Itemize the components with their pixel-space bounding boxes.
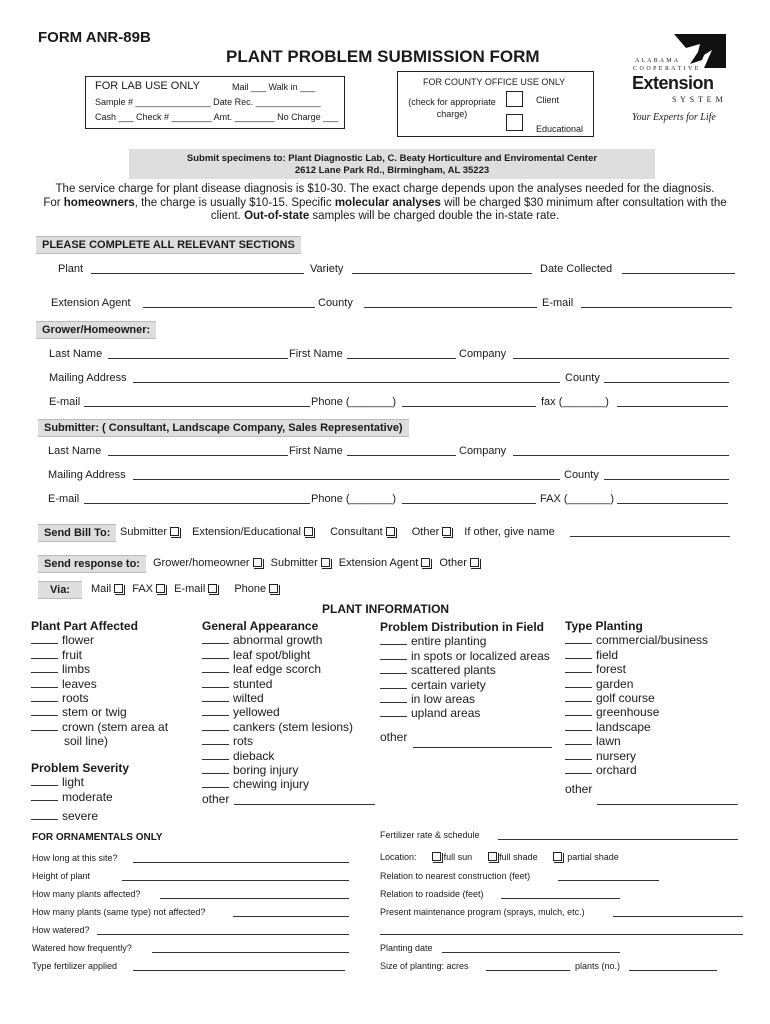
submitter-phone-label[interactable]: Phone (_______) bbox=[311, 493, 397, 505]
checkbox-icon[interactable] bbox=[156, 584, 165, 593]
grower-last-name-label: Last Name bbox=[49, 348, 103, 360]
dist-low[interactable]: in low areas bbox=[380, 692, 550, 706]
lab-sample-line: Sample # _______________ Date Rec. _____________ bbox=[95, 97, 321, 107]
appearance-leafspot[interactable]: leaf spot/blight bbox=[202, 648, 353, 662]
lab-cash-line: Cash ___ Check # ________ Amt. ________ No Charge ___ bbox=[95, 112, 339, 122]
submitter-company-label: Company bbox=[459, 445, 507, 457]
grower-email-field[interactable] bbox=[84, 406, 310, 407]
severity-light[interactable]: light bbox=[31, 775, 129, 789]
submitter-first-name-label: First Name bbox=[289, 445, 343, 457]
submit-to-line2: 2612 Lane Park Rd., Birmingham, AL 35223 bbox=[294, 165, 490, 176]
via-fax-option[interactable]: FAX bbox=[132, 583, 165, 595]
appearance-column bbox=[202, 619, 353, 806]
via-phone-option[interactable]: Phone bbox=[234, 583, 278, 595]
checkbox-icon[interactable] bbox=[269, 584, 278, 593]
orn-construction-field[interactable] bbox=[558, 880, 659, 881]
submitter-mailing-field[interactable] bbox=[133, 479, 560, 480]
plant-part-heading: Plant Part Affected bbox=[31, 619, 138, 633]
submitter-email-label: E-mail bbox=[48, 493, 80, 505]
bill-extension-option[interactable]: Extension/Educational bbox=[192, 526, 313, 538]
send-response-header: Send response to: bbox=[38, 555, 146, 573]
type-planting-column bbox=[565, 619, 708, 797]
variety-field[interactable] bbox=[352, 273, 532, 274]
county-label: County bbox=[318, 297, 353, 309]
severity-column bbox=[31, 761, 129, 824]
type-garden[interactable]: garden bbox=[565, 677, 708, 691]
send-response-options bbox=[153, 557, 479, 569]
grower-mailing-field[interactable] bbox=[133, 382, 560, 383]
orn-not-affected-label: How many plants (same type) not affected? bbox=[32, 907, 206, 917]
response-other-option[interactable]: Other bbox=[439, 557, 479, 569]
grower-first-name-label: First Name bbox=[289, 348, 343, 360]
agent-email-field[interactable] bbox=[581, 307, 732, 308]
appearance-yellowed[interactable]: yellowed bbox=[202, 705, 353, 719]
grower-county-field[interactable] bbox=[604, 382, 729, 383]
via-header: Via: bbox=[38, 581, 82, 599]
checkbox-icon[interactable] bbox=[253, 558, 262, 567]
checkbox-icon[interactable] bbox=[386, 527, 395, 536]
orn-fert-rate-field[interactable] bbox=[498, 839, 738, 840]
date-collected-label: Date Collected bbox=[540, 263, 613, 275]
bill-other-option[interactable]: Other bbox=[412, 526, 452, 538]
severity-severe[interactable]: severe bbox=[31, 809, 129, 823]
charge-line3: client. Out-of-state samples will be charged double the in-state rate. bbox=[210, 210, 560, 222]
type-lawn[interactable]: lawn bbox=[565, 734, 708, 748]
bill-other-name-field[interactable] bbox=[570, 536, 730, 537]
response-submitter-option[interactable]: Submitter bbox=[271, 557, 330, 569]
orn-construction-label: Relation to nearest construction (feet) bbox=[380, 871, 531, 881]
charge-line2: For homeowners, the charge is usually $10-15. Specific molecular analyses will be charged $30 minimum after consultation with the bbox=[43, 196, 727, 209]
bill-if-other-label: If other, give name bbox=[464, 526, 555, 538]
via-mail-option[interactable]: Mail bbox=[91, 583, 123, 595]
submitter-last-name-field[interactable] bbox=[108, 455, 288, 456]
agent-email-label: E-mail bbox=[542, 297, 574, 309]
orn-frequency-field[interactable] bbox=[152, 952, 349, 953]
orn-roadside-label: Relation to roadside (feet) bbox=[380, 889, 484, 899]
via-options bbox=[91, 583, 278, 595]
orn-watered-label: How watered? bbox=[32, 925, 90, 935]
submit-to-banner bbox=[129, 149, 655, 179]
county-use-box bbox=[397, 71, 594, 137]
orn-not-affected-field[interactable] bbox=[233, 916, 349, 917]
dist-other: other bbox=[380, 729, 408, 744]
bill-consultant-option[interactable]: Consultant bbox=[330, 526, 395, 538]
form-title: PLANT PROBLEM SUBMISSION FORM bbox=[226, 47, 540, 66]
part-fruit[interactable]: fruit bbox=[31, 648, 168, 662]
type-planting-heading: Type Planting bbox=[565, 619, 643, 633]
educational-checkbox[interactable] bbox=[506, 114, 523, 131]
grower-phone-label[interactable]: Phone (_______) bbox=[311, 396, 397, 408]
orn-maintenance-label: Present maintenance program (sprays, mulch, etc.) bbox=[380, 907, 585, 917]
grower-company-label: Company bbox=[459, 348, 507, 360]
appearance-wilted[interactable]: wilted bbox=[202, 691, 353, 705]
type-forest[interactable]: forest bbox=[565, 662, 708, 676]
submitter-last-name-label: Last Name bbox=[48, 445, 102, 457]
dist-spots[interactable]: in spots or localized areas bbox=[380, 649, 550, 663]
type-orchard[interactable]: orchard bbox=[565, 763, 708, 777]
part-crown-cont: soil line) bbox=[64, 734, 109, 749]
part-leaves[interactable]: leaves bbox=[31, 677, 168, 691]
checkbox-icon[interactable] bbox=[470, 558, 479, 567]
orn-roadside-field[interactable] bbox=[501, 898, 620, 899]
dist-scattered[interactable]: scattered plants bbox=[380, 663, 550, 677]
part-flower[interactable]: flower bbox=[31, 633, 168, 647]
type-field[interactable]: field bbox=[565, 648, 708, 662]
distribution-column bbox=[380, 620, 550, 744]
orn-planting-date-label: Planting date bbox=[380, 943, 433, 953]
grower-header: Grower/Homeowner: bbox=[36, 321, 156, 339]
plant-field[interactable] bbox=[91, 273, 304, 274]
county-heading: FOR COUNTY OFFICE USE ONLY bbox=[423, 77, 566, 87]
orn-affected-field[interactable] bbox=[160, 898, 349, 899]
client-label: Client bbox=[536, 95, 560, 105]
orn-maintenance-field-2[interactable] bbox=[380, 934, 743, 935]
appearance-dieback[interactable]: dieback bbox=[202, 749, 353, 763]
type-nursery[interactable]: nursery bbox=[565, 749, 708, 763]
grower-fax-label[interactable]: fax (_______) bbox=[541, 396, 609, 408]
client-checkbox[interactable] bbox=[506, 91, 523, 107]
orn-affected-label: How many plants affected? bbox=[32, 889, 141, 899]
submitter-county-field[interactable] bbox=[604, 479, 729, 480]
date-collected-field[interactable] bbox=[622, 273, 735, 274]
appearance-abnormal[interactable]: abnormal growth bbox=[202, 633, 353, 647]
part-roots[interactable]: roots bbox=[31, 691, 168, 705]
dist-variety[interactable]: certain variety bbox=[380, 678, 550, 692]
orn-acres-field[interactable] bbox=[486, 970, 570, 971]
logo-line1: A L A B A M A bbox=[635, 58, 679, 64]
orn-planting-date-field[interactable] bbox=[442, 952, 620, 953]
type-greenhouse[interactable]: greenhouse bbox=[565, 705, 708, 719]
logo-line2: C O O P E R A T I V E bbox=[633, 66, 699, 72]
ornamentals-heading: FOR ORNAMENTALS ONLY bbox=[32, 832, 163, 843]
appearance-rots[interactable]: rots bbox=[202, 734, 353, 748]
appearance-other: other bbox=[202, 791, 230, 806]
orn-fertilizer-label: Type fertilizer applied bbox=[32, 961, 118, 971]
submitter-header: Submitter: ( Consultant, Landscape Company, Sales Representative) bbox=[38, 419, 409, 437]
appearance-chewing[interactable]: chewing injury bbox=[202, 777, 353, 791]
checkbox-icon[interactable] bbox=[432, 852, 441, 861]
orn-fert-rate-label: Fertilizer rate & schedule bbox=[380, 830, 480, 840]
plant-info-heading: PLANT INFORMATION bbox=[322, 602, 450, 616]
extension-logo bbox=[628, 34, 728, 129]
severity-moderate[interactable]: moderate bbox=[31, 790, 129, 804]
variety-label: Variety bbox=[310, 263, 344, 275]
submitter-county-label: County bbox=[564, 469, 599, 481]
checkbox-icon[interactable] bbox=[114, 584, 123, 593]
checkbox-icon[interactable] bbox=[321, 558, 330, 567]
type-golf[interactable]: golf course bbox=[565, 691, 708, 705]
type-other: other bbox=[565, 782, 593, 797]
appearance-cankers[interactable]: cankers (stem lesions) bbox=[202, 720, 353, 734]
charge-line1: The service charge for plant disease diagnosis is $10-30. The exact charge depends upon the analyses needed for the diagnosis. bbox=[55, 183, 715, 195]
orn-frequency-label: Watered how frequently? bbox=[32, 943, 132, 953]
grower-phone-field[interactable] bbox=[402, 406, 536, 407]
orn-plants-no-field[interactable] bbox=[629, 970, 717, 971]
educational-label: Educational bbox=[536, 124, 584, 134]
appearance-other-field[interactable] bbox=[234, 804, 375, 805]
grower-mailing-label: Mailing Address bbox=[49, 372, 127, 384]
type-commercial[interactable]: commercial/business bbox=[565, 633, 708, 647]
lab-use-box bbox=[85, 76, 345, 129]
dist-other-field[interactable] bbox=[413, 747, 552, 748]
complete-sections-header: PLEASE COMPLETE ALL RELEVANT SECTIONS bbox=[36, 236, 301, 254]
appearance-stunted[interactable]: stunted bbox=[202, 677, 353, 691]
orn-maintenance-field[interactable] bbox=[613, 916, 743, 917]
type-landscape[interactable]: landscape bbox=[565, 720, 708, 734]
submit-to-line1: Submit specimens to: Plant Diagnostic Lab, C. Beaty Horticulture and Enviromental Center bbox=[186, 153, 598, 164]
plant-label: Plant bbox=[58, 263, 84, 275]
checkbox-icon[interactable] bbox=[421, 558, 430, 567]
orn-how-long-label: How long at this site? bbox=[32, 853, 118, 863]
severity-heading: Problem Severity bbox=[31, 761, 130, 775]
part-stem[interactable]: stem or twig bbox=[31, 705, 168, 719]
submitter-company-field[interactable] bbox=[513, 455, 729, 456]
lab-mail-walkin: Mail ___ Walk in ___ bbox=[232, 82, 316, 92]
extension-agent-field[interactable] bbox=[143, 307, 315, 308]
checkbox-icon[interactable] bbox=[442, 527, 451, 536]
loc-full-shade[interactable]: full shade bbox=[485, 852, 538, 862]
type-other-field[interactable] bbox=[597, 804, 738, 805]
part-crown[interactable]: crown (stem area at bbox=[31, 720, 168, 734]
submitter-email-field[interactable] bbox=[84, 503, 310, 504]
submitter-first-name-field[interactable] bbox=[347, 455, 456, 456]
checkbox-icon[interactable] bbox=[170, 527, 179, 536]
county-check-note: (check for appropriate charge) bbox=[408, 97, 496, 119]
via-email-option[interactable]: E-mail bbox=[174, 583, 217, 595]
submitter-fax-field[interactable] bbox=[617, 503, 728, 504]
orn-size-label: Size of planting: acres bbox=[380, 961, 469, 971]
logo-tagline: Your Experts for Life bbox=[632, 112, 716, 123]
orn-how-long-field[interactable] bbox=[133, 862, 349, 863]
loc-partial-shade[interactable]: partial shade bbox=[550, 852, 619, 862]
grower-fax-field[interactable] bbox=[617, 406, 728, 407]
grower-company-field[interactable] bbox=[513, 358, 729, 359]
appearance-scorch[interactable]: leaf edge scorch bbox=[202, 662, 353, 676]
checkbox-icon[interactable] bbox=[553, 852, 562, 861]
checkbox-icon[interactable] bbox=[304, 527, 313, 536]
part-limbs[interactable]: limbs bbox=[31, 662, 168, 676]
orn-watered-field[interactable] bbox=[97, 934, 349, 935]
dist-entire[interactable]: entire planting bbox=[380, 634, 550, 648]
checkbox-icon[interactable] bbox=[208, 584, 217, 593]
logo-flag-icon bbox=[674, 34, 726, 68]
submitter-mailing-label: Mailing Address bbox=[48, 469, 126, 481]
plant-part-column bbox=[31, 619, 168, 749]
response-agent-option[interactable]: Extension Agent bbox=[339, 557, 431, 569]
submitter-phone-field[interactable] bbox=[402, 503, 536, 504]
send-bill-options bbox=[120, 526, 555, 538]
grower-email-label: E-mail bbox=[49, 396, 81, 408]
extension-agent-label: Extension Agent bbox=[51, 297, 131, 309]
grower-first-name-field[interactable] bbox=[347, 358, 456, 359]
orn-location-row: Location: full sun full shade partial shade bbox=[380, 852, 619, 862]
distribution-heading: Problem Distribution in Field bbox=[380, 620, 545, 634]
orn-height-field[interactable] bbox=[122, 880, 349, 881]
county-field[interactable] bbox=[364, 307, 537, 308]
logo-wordmark: Extension bbox=[632, 73, 714, 93]
logo-system: S Y S T E M bbox=[672, 95, 724, 104]
bill-submitter-option[interactable]: Submitter bbox=[120, 526, 179, 538]
lab-use-heading: FOR LAB USE ONLY bbox=[95, 80, 200, 92]
grower-last-name-field[interactable] bbox=[108, 358, 288, 359]
dist-upland[interactable]: upland areas bbox=[380, 706, 550, 720]
submitter-fax-label[interactable]: FAX (_______) bbox=[540, 493, 614, 505]
grower-county-label: County bbox=[565, 372, 600, 384]
charge-text bbox=[20, 183, 750, 224]
response-grower-option[interactable]: Grower/homeowner bbox=[153, 557, 262, 569]
orn-fertilizer-field[interactable] bbox=[133, 970, 345, 971]
orn-plants-no-label: plants (no.) bbox=[575, 961, 621, 971]
send-bill-header: Send Bill To: bbox=[38, 524, 116, 542]
form-id: FORM ANR-89B bbox=[38, 29, 151, 46]
loc-full-sun[interactable]: full sun bbox=[429, 852, 472, 862]
appearance-heading: General Appearance bbox=[202, 619, 319, 633]
checkbox-icon[interactable] bbox=[488, 852, 497, 861]
appearance-boring[interactable]: boring injury bbox=[202, 763, 353, 777]
orn-height-label: Height of plant bbox=[32, 871, 91, 881]
